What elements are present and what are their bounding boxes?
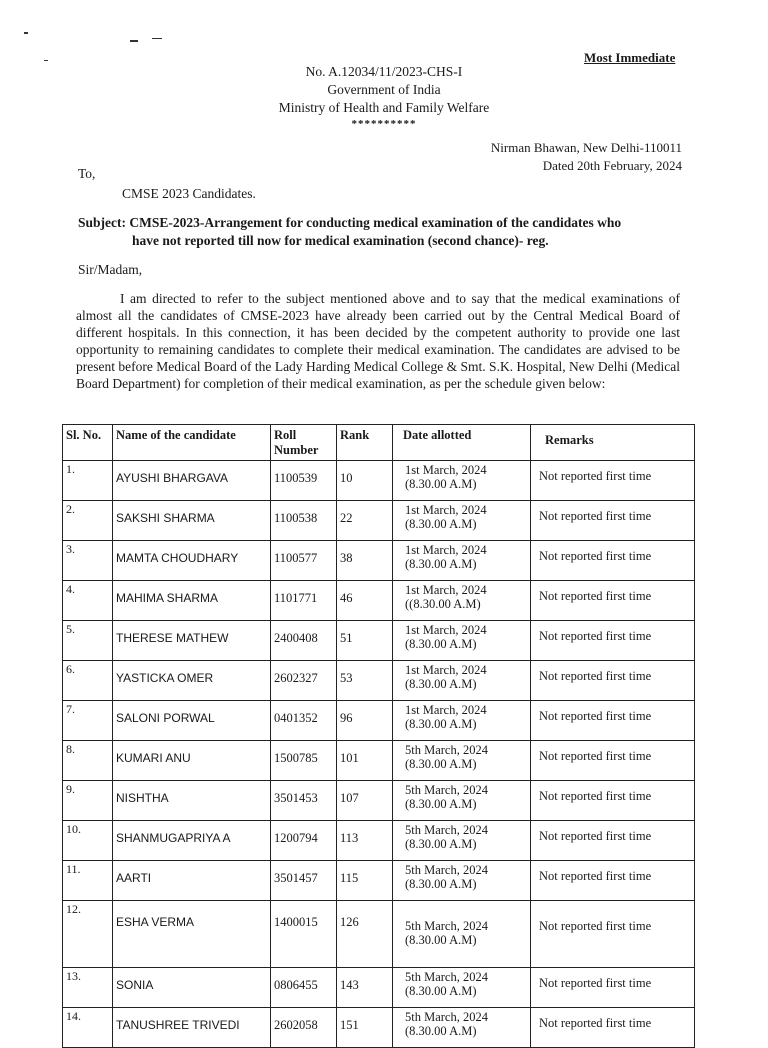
header-date: Date allotted	[393, 425, 531, 461]
row-time: (8.30.00 A.M)	[405, 637, 477, 651]
row-time: (8.30.00 A.M)	[405, 933, 477, 947]
row-time: (8.30.00 A.M)	[405, 677, 477, 691]
row-remarks: Not reported first time	[531, 621, 695, 661]
row-date: 5th March, 2024	[405, 1010, 488, 1024]
scan-speck	[130, 40, 138, 42]
row-candidate-name: AYUSHI BHARGAVA	[113, 461, 271, 501]
row-date: 1st March, 2024	[405, 503, 487, 517]
row-date: 5th March, 2024	[405, 863, 488, 877]
table-header-row	[63, 425, 695, 461]
row-serial: 11.	[63, 861, 113, 901]
body-paragraph: I am directed to refer to the subject mentioned above and to say that the medical examinations of almost all the candidates of CMSE-2023 have already been carried out by the Central Medical Board of different hospitals. In this connection, it has been decided by the competent authority to provide one last opportunity to remaining candidates to complete their medical examination. The candidates are advised to be present before Medical Board of the Lady Harding Medical College & Smt. S.K. Hospital, New Delhi (Medical Board Department) for completion of their medical examination, as per the schedule given below:	[76, 291, 680, 391]
row-remarks: Not reported first time	[531, 741, 695, 781]
row-remarks: Not reported first time	[531, 701, 695, 741]
row-date-allotted	[393, 741, 531, 781]
row-roll-number: 1200794	[271, 821, 337, 861]
row-date-allotted	[393, 821, 531, 861]
row-rank: 107	[337, 781, 393, 821]
subject	[78, 214, 682, 250]
row-time: (8.30.00 A.M)	[405, 797, 477, 811]
row-date: 1st March, 2024	[405, 663, 487, 677]
row-date: 1st March, 2024	[405, 583, 487, 597]
letter-date: Dated 20th February, 2024	[542, 158, 682, 173]
row-rank: 126	[337, 901, 393, 968]
file-number: No. A.12034/11/2023-CHS-I	[305, 64, 463, 79]
row-serial: 4.	[63, 581, 113, 621]
subject-line-1: CMSE-2023-Arrangement for conducting medical examination of the candidates who	[129, 215, 622, 230]
row-rank: 151	[337, 1008, 393, 1048]
row-date-allotted	[393, 968, 531, 1008]
table-row	[63, 741, 695, 781]
row-rank: 115	[337, 861, 393, 901]
subject-label: Subject:	[78, 215, 126, 230]
row-remarks: Not reported first time	[531, 1008, 695, 1048]
row-rank: 51	[337, 621, 393, 661]
row-remarks: Not reported first time	[531, 861, 695, 901]
header-remarks: Remarks	[531, 425, 695, 461]
priority-label: Most Immediate	[584, 50, 676, 65]
row-date: 1st March, 2024	[405, 703, 487, 717]
row-time: (8.30.00 A.M)	[405, 1024, 477, 1038]
row-date: 5th March, 2024	[405, 970, 488, 984]
row-serial: 5.	[63, 621, 113, 661]
table-row	[63, 968, 695, 1008]
table-row	[63, 821, 695, 861]
row-roll-number: 2602058	[271, 1008, 337, 1048]
table-row	[63, 541, 695, 581]
row-roll-number: 3501457	[271, 861, 337, 901]
row-candidate-name: THERESE MATHEW	[113, 621, 271, 661]
government-name: Government of India	[327, 82, 441, 97]
row-remarks: Not reported first time	[531, 968, 695, 1008]
scan-speck	[152, 38, 162, 39]
row-roll-number: 2400408	[271, 621, 337, 661]
row-time: (8.30.00 A.M)	[405, 877, 477, 891]
row-rank: 10	[337, 461, 393, 501]
row-date-allotted	[393, 461, 531, 501]
row-date-allotted	[393, 781, 531, 821]
row-serial: 6.	[63, 661, 113, 701]
row-roll-number: 0401352	[271, 701, 337, 741]
row-remarks: Not reported first time	[531, 581, 695, 621]
row-candidate-name: SONIA	[113, 968, 271, 1008]
header-name: Name of the candidate	[113, 425, 271, 461]
row-rank: 53	[337, 661, 393, 701]
row-candidate-name: MAHIMA SHARMA	[113, 581, 271, 621]
row-candidate-name: SALONI PORWAL	[113, 701, 271, 741]
row-remarks: Not reported first time	[531, 461, 695, 501]
row-serial: 3.	[63, 541, 113, 581]
row-remarks: Not reported first time	[531, 661, 695, 701]
row-time: (8.30.00 A.M)	[405, 717, 477, 731]
row-remarks: Not reported first time	[531, 541, 695, 581]
table-row	[63, 861, 695, 901]
row-rank: 96	[337, 701, 393, 741]
row-time: (8.30.00 A.M)	[405, 477, 477, 491]
row-rank: 101	[337, 741, 393, 781]
row-serial: 7.	[63, 701, 113, 741]
row-serial: 9.	[63, 781, 113, 821]
row-candidate-name: SHANMUGAPRIYA A	[113, 821, 271, 861]
row-serial: 13.	[63, 968, 113, 1008]
row-serial: 2.	[63, 501, 113, 541]
header-rank: Rank	[337, 425, 393, 461]
row-candidate-name: KUMARI ANU	[113, 741, 271, 781]
row-date-allotted	[393, 861, 531, 901]
row-roll-number: 0806455	[271, 968, 337, 1008]
subject-line-2: have not reported till now for medical examination (second chance)- reg.	[132, 233, 549, 248]
row-date-allotted	[393, 661, 531, 701]
row-time: (8.30.00 A.M)	[405, 837, 477, 851]
row-time: (8.30.00 A.M)	[405, 557, 477, 571]
row-date: 5th March, 2024	[405, 823, 488, 837]
schedule-table	[62, 424, 695, 1048]
table-row	[63, 701, 695, 741]
row-serial: 10.	[63, 821, 113, 861]
row-roll-number: 1101771	[271, 581, 337, 621]
row-date-allotted	[393, 501, 531, 541]
table-row	[63, 461, 695, 501]
row-rank: 113	[337, 821, 393, 861]
table-row	[63, 661, 695, 701]
row-date: 1st March, 2024	[405, 463, 487, 477]
header-sl: Sl. No.	[63, 425, 113, 461]
office-address: Nirman Bhawan, New Delhi-110011	[490, 140, 682, 155]
header-roll: Roll Number	[271, 425, 337, 461]
row-time: (8.30.00 A.M)	[405, 757, 477, 771]
row-serial: 8.	[63, 741, 113, 781]
row-date: 5th March, 2024	[405, 743, 488, 757]
row-candidate-name: TANUSHREE TRIVEDI	[113, 1008, 271, 1048]
row-rank: 22	[337, 501, 393, 541]
scan-speck	[24, 32, 28, 34]
row-time: ((8.30.00 A.M)	[405, 597, 481, 611]
row-date-allotted	[393, 621, 531, 661]
row-date-allotted	[393, 701, 531, 741]
row-serial: 12.	[63, 901, 113, 968]
to-label: To,	[78, 166, 96, 181]
salutation: Sir/Madam,	[78, 262, 143, 277]
row-date: 1st March, 2024	[405, 543, 487, 557]
row-candidate-name: AARTI	[113, 861, 271, 901]
row-date: 5th March, 2024	[405, 783, 488, 797]
row-rank: 46	[337, 581, 393, 621]
table-row	[63, 581, 695, 621]
recipient: CMSE 2023 Candidates.	[122, 186, 256, 201]
row-candidate-name: ESHA VERMA	[113, 901, 271, 968]
row-candidate-name: NISHTHA	[113, 781, 271, 821]
row-date: 1st March, 2024	[405, 623, 487, 637]
row-remarks: Not reported first time	[531, 901, 695, 968]
row-serial: 14.	[63, 1008, 113, 1048]
row-remarks: Not reported first time	[531, 821, 695, 861]
row-candidate-name: SAKSHI SHARMA	[113, 501, 271, 541]
row-rank: 38	[337, 541, 393, 581]
row-roll-number: 1100538	[271, 501, 337, 541]
row-date-allotted	[393, 1008, 531, 1048]
table-row	[63, 1008, 695, 1048]
table-row	[63, 501, 695, 541]
row-candidate-name: MAMTA CHOUDHARY	[113, 541, 271, 581]
table-row	[63, 781, 695, 821]
row-date-allotted	[393, 541, 531, 581]
row-time: (8.30.00 A.M)	[405, 984, 477, 998]
row-date-allotted	[393, 901, 531, 968]
table-row	[63, 621, 695, 661]
row-rank: 143	[337, 968, 393, 1008]
row-remarks: Not reported first time	[531, 501, 695, 541]
row-roll-number: 1100577	[271, 541, 337, 581]
row-candidate-name: YASTICKA OMER	[113, 661, 271, 701]
row-roll-number: 1100539	[271, 461, 337, 501]
header-stars: **********	[351, 118, 417, 130]
row-roll-number: 2602327	[271, 661, 337, 701]
row-roll-number: 3501453	[271, 781, 337, 821]
row-roll-number: 1500785	[271, 741, 337, 781]
row-date: 5th March, 2024	[405, 919, 488, 933]
row-remarks: Not reported first time	[531, 781, 695, 821]
row-serial: 1.	[63, 461, 113, 501]
table-row	[63, 901, 695, 968]
scan-speck	[44, 60, 48, 61]
ministry-name: Ministry of Health and Family Welfare	[278, 100, 490, 115]
row-date-allotted	[393, 581, 531, 621]
row-roll-number: 1400015	[271, 901, 337, 968]
row-time: (8.30.00 A.M)	[405, 517, 477, 531]
